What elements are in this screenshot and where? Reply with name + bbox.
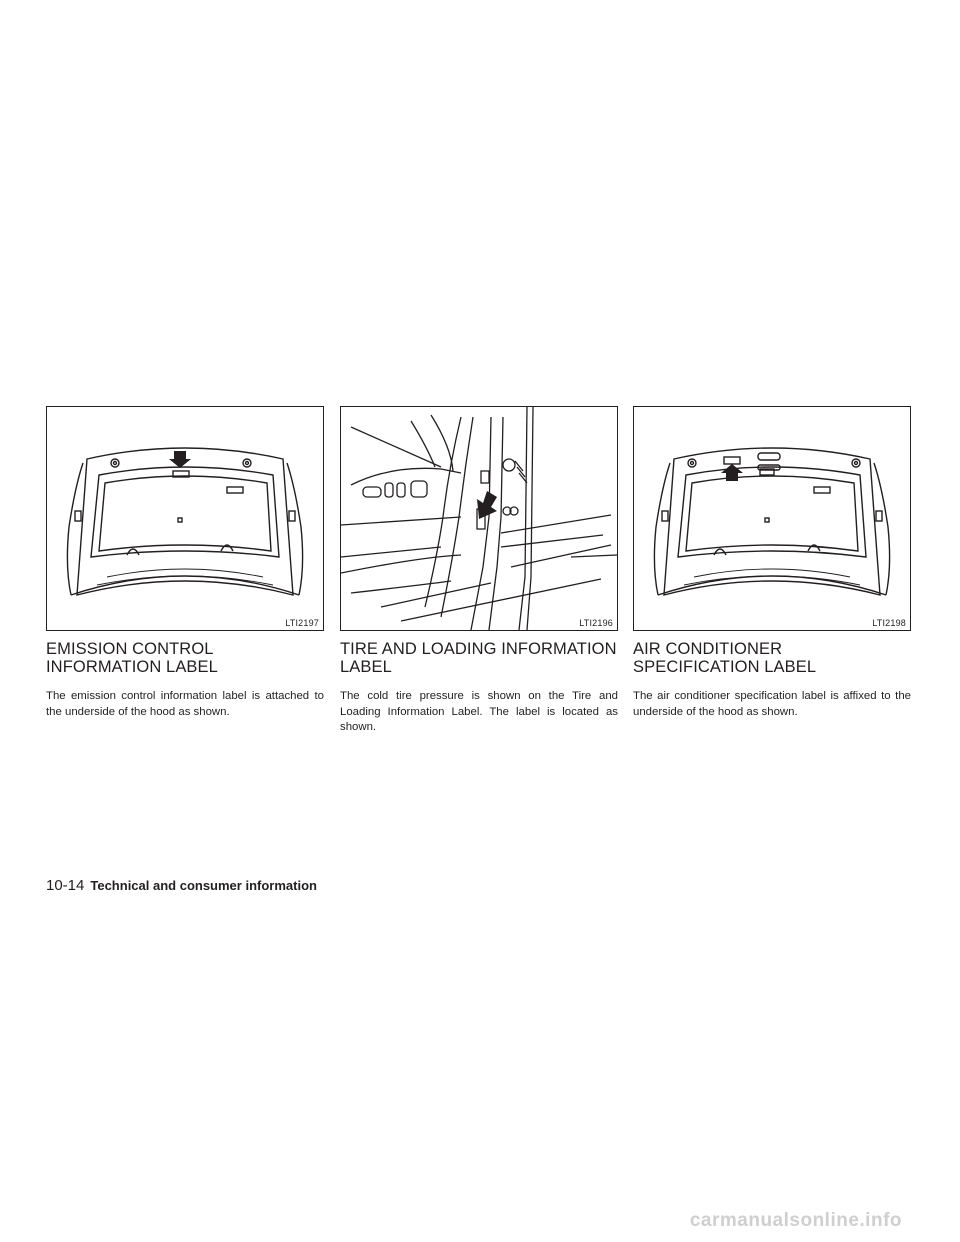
ac-label-figure xyxy=(633,406,911,631)
tire-label-figure xyxy=(340,406,618,631)
emission-label-figure xyxy=(46,406,324,631)
page-footer xyxy=(46,877,317,894)
section-heading: AIR CONDITIONER SPECIFICATION LABEL xyxy=(633,640,817,676)
section-body: The emission control information label is attached to the underside of the hood as shown. xyxy=(46,690,324,718)
door-pillar-tire-label-illustration xyxy=(341,407,617,630)
watermark: carmanualsonline.info xyxy=(689,1210,902,1231)
figure-code: LTI2196 xyxy=(579,618,613,628)
section-heading: TIRE AND LOADING INFORMATION LABEL xyxy=(340,640,617,676)
section-body: The air conditioner specification label is affixed to the underside of the hood as shown. xyxy=(633,690,911,718)
page-number: 10-14 xyxy=(46,877,85,894)
figure-code: LTI2198 xyxy=(872,618,906,628)
section-tire-loading xyxy=(340,406,618,736)
footer-section-title: Technical and consumer information xyxy=(90,878,317,893)
figure-code: LTI2197 xyxy=(285,618,319,628)
hood-underside-emission-label-illustration xyxy=(47,407,323,630)
section-heading: EMISSION CONTROL INFORMATION LABEL xyxy=(46,640,218,676)
section-emission-control xyxy=(46,406,324,720)
section-body: The cold tire pressure is shown on the Tire and Loading Information Label. The label is located as shown. xyxy=(340,690,618,733)
section-air-conditioner xyxy=(633,406,911,720)
hood-underside-ac-label-illustration xyxy=(634,407,910,630)
